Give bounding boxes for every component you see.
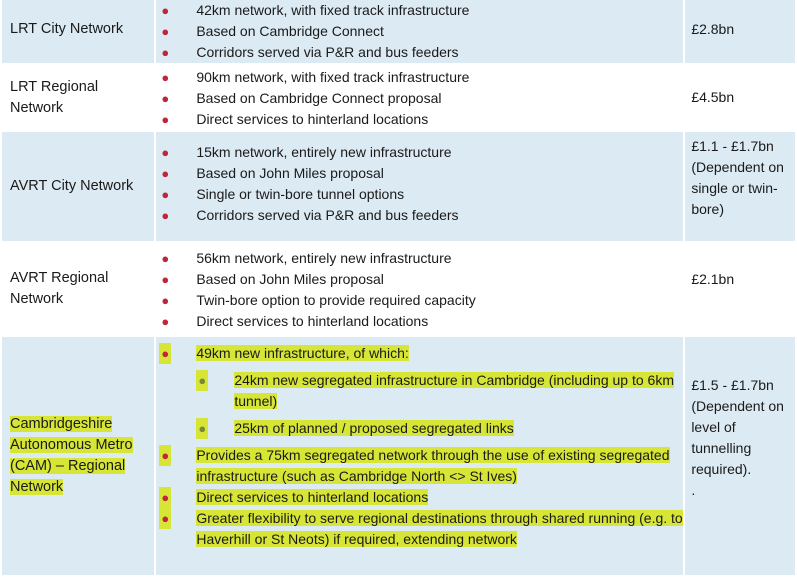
list-item: ● Direct services to hinterland locations <box>156 109 683 130</box>
option-cost: £2.8bn <box>684 0 796 64</box>
list-item: ● 49km new infrastructure, of which: <box>156 343 683 364</box>
option-description <box>155 131 684 242</box>
bullet-dot-icon: ● <box>161 208 170 223</box>
table-row <box>1 0 796 64</box>
table-row <box>1 242 796 336</box>
bullet-dot-icon: ● <box>196 418 208 439</box>
list-item: ● 90km network, with fixed track infrastructure <box>156 67 683 88</box>
bullet-dot-icon: ● <box>159 487 171 508</box>
bullet-dot-icon: ● <box>161 187 170 202</box>
option-cost: £1.5 - £1.7bn (Dependent on level of tunnelling required). . <box>684 336 796 576</box>
bullet-dot-icon: ● <box>159 445 171 466</box>
list-item: ● Corridors served via P&R and bus feeders <box>156 42 683 63</box>
table-row <box>1 131 796 242</box>
list-item: ● Greater flexibility to serve regional destinations through shared running (e.g. to Haverhill or St Neots) if required, extending network <box>156 508 683 550</box>
list-item: ● 42km network, with fixed track infrastructure <box>156 0 683 21</box>
list-item: ● Twin-bore option to provide required capacity <box>156 290 683 311</box>
option-description <box>155 64 684 131</box>
list-item: ● 24km new segregated infrastructure in Cambridge (including up to 6km tunnel) <box>156 370 683 412</box>
list-item: ● Single or twin-bore tunnel options <box>156 184 683 205</box>
bullet-dot-icon: ● <box>159 508 171 529</box>
bullet-dot-icon: ● <box>161 272 170 287</box>
list-item: ● 56km network, entirely new infrastructure <box>156 248 683 269</box>
list-item: ● Corridors served via P&R and bus feeders <box>156 205 683 226</box>
list-item: ● Provides a 75km segregated network through the use of existing segregated infrastructure (such as Cambridge North <> St Ives) <box>156 445 683 487</box>
table-row <box>1 64 796 131</box>
bullet-dot-icon: ● <box>161 24 170 39</box>
list-item: ● 15km network, entirely new infrastructure <box>156 142 683 163</box>
bullet-dot-icon: ● <box>161 145 170 160</box>
list-item: ● Based on John Miles proposal <box>156 163 683 184</box>
bullet-dot-icon: ● <box>161 293 170 308</box>
list-item: ● Based on Cambridge Connect proposal <box>156 88 683 109</box>
option-name: LRT City Network <box>1 0 155 64</box>
bullet-list <box>156 65 683 130</box>
option-cost: £2.1bn <box>684 242 796 336</box>
bullet-list <box>156 132 683 226</box>
option-description <box>155 0 684 64</box>
option-description <box>155 242 684 336</box>
bullet-dot-icon: ● <box>161 251 170 266</box>
option-name: AVRT Regional Network <box>1 242 155 336</box>
option-cost: £1.1 - £1.7bn (Dependent on single or twin-bore) <box>684 131 796 242</box>
bullet-dot-icon: ● <box>159 343 171 364</box>
bullet-dot-icon: ● <box>196 370 208 391</box>
list-item: ● Based on John Miles proposal <box>156 269 683 290</box>
option-cost: £4.5bn <box>684 64 796 131</box>
option-name: Cambridgeshire Autonomous Metro (CAM) – Regional Network <box>1 336 155 576</box>
option-name: AVRT City Network <box>1 131 155 242</box>
bullet-dot-icon: ● <box>161 3 170 18</box>
bullet-dot-icon: ● <box>161 70 170 85</box>
bullet-dot-icon: ● <box>161 112 170 127</box>
bullet-dot-icon: ● <box>161 166 170 181</box>
list-item: ● Direct services to hinterland locations <box>156 487 683 508</box>
bullet-list <box>156 337 683 550</box>
bullet-list <box>156 243 683 332</box>
list-item: ● 25km of planned / proposed segregated links <box>156 418 683 439</box>
bullet-dot-icon: ● <box>161 91 170 106</box>
table-row <box>1 336 796 576</box>
option-name: LRT Regional Network <box>1 64 155 131</box>
bullet-list <box>156 0 683 63</box>
bullet-dot-icon: ● <box>161 314 170 329</box>
option-description <box>155 336 684 576</box>
list-item: ● Direct services to hinterland locations <box>156 311 683 332</box>
bullet-dot-icon: ● <box>161 45 170 60</box>
list-item: ● Based on Cambridge Connect <box>156 21 683 42</box>
